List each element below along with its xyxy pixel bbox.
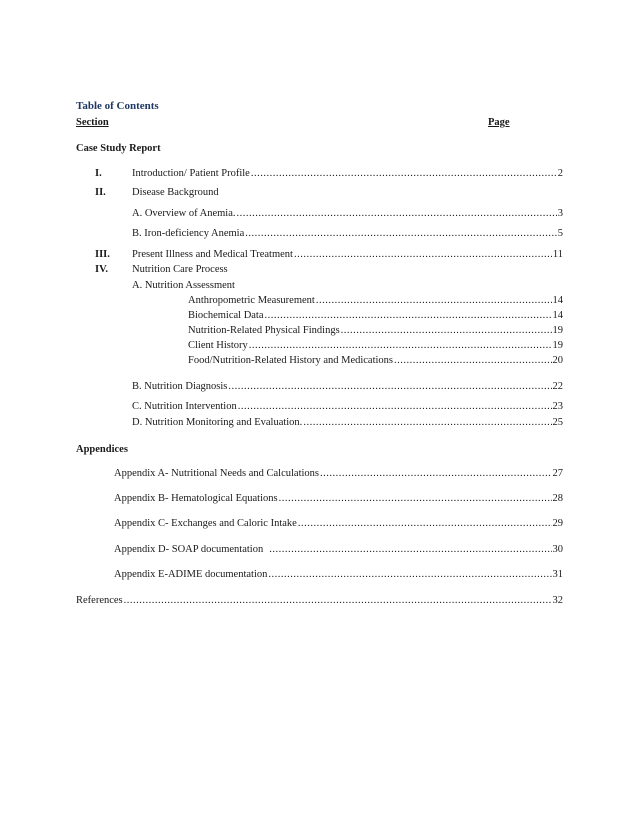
- dot-leader: [316, 294, 552, 307]
- entry-page: 25: [552, 417, 563, 428]
- toc-entry-iron-deficiency[interactable]: [132, 227, 563, 240]
- entry-label: Client History: [188, 340, 248, 351]
- entry-label: C. Nutrition Intervention: [132, 401, 237, 412]
- entry-page: 11: [552, 249, 563, 260]
- toc-entry-overview-anemia[interactable]: [132, 207, 563, 220]
- dot-leader: [249, 339, 552, 352]
- numeral-iv: IV.: [95, 264, 108, 275]
- entry-page: 14: [552, 295, 563, 306]
- entry-page: 23: [552, 401, 563, 412]
- toc-entry-biochemical[interactable]: [188, 309, 563, 322]
- entry-label: Appendix E-ADIME documentation: [114, 569, 268, 580]
- numeral-i: I.: [95, 168, 102, 179]
- dot-leader: [237, 207, 557, 220]
- entry-page: 14: [552, 310, 563, 321]
- section-column-header: Section: [76, 117, 109, 128]
- entry-page: 32: [552, 595, 563, 606]
- entry-page: 29: [552, 518, 563, 529]
- entry-page: 2: [557, 168, 563, 179]
- entry-page: 20: [552, 355, 563, 366]
- toc-entry-nutrition-assessment[interactable]: A. Nutrition Assessment: [132, 280, 235, 291]
- entry-label: Introduction/ Patient Profile: [132, 168, 250, 179]
- entry-label: Appendix C- Exchanges and Caloric Intake: [114, 518, 297, 529]
- case-study-heading: Case Study Report: [76, 143, 161, 154]
- dot-leader: [341, 324, 552, 337]
- dot-leader: [279, 492, 552, 505]
- dot-leader: [298, 517, 552, 530]
- toc-entry-nutrition-diagnosis[interactable]: [132, 380, 563, 393]
- entry-label: Appendix B- Hematological Equations: [114, 493, 278, 504]
- entry-label: Biochemical Data: [188, 310, 264, 321]
- entry-label: B. Iron-deficiency Anemia: [132, 228, 245, 239]
- entry-label: Present Illness and Medical Treatment: [132, 249, 293, 260]
- dot-leader: [394, 354, 551, 367]
- dot-leader: [124, 594, 552, 607]
- toc-entry-food-history[interactable]: [188, 354, 563, 367]
- numeral-iii: III.: [95, 249, 110, 260]
- entry-page: 19: [552, 340, 563, 351]
- toc-entry-present-illness[interactable]: [132, 248, 563, 261]
- toc-entry-nutrition-intervention[interactable]: [132, 400, 563, 413]
- entry-label: D. Nutrition Monitoring and Evaluation.: [132, 417, 303, 428]
- entry-label: Anthropometric Measurement: [188, 295, 315, 306]
- entry-page: 22: [552, 381, 563, 392]
- entry-label: Appendix D- SOAP documentation: [114, 544, 264, 555]
- dot-leader: [320, 467, 551, 480]
- toc-entry-appendix-e[interactable]: [114, 568, 563, 581]
- toc-entry-appendix-a[interactable]: [114, 467, 563, 480]
- dot-leader: [238, 400, 552, 413]
- toc-entry-anthropometric[interactable]: [188, 294, 563, 307]
- toc-entry-monitoring[interactable]: [132, 416, 563, 429]
- entry-page: 27: [552, 468, 563, 479]
- toc-entry-introduction[interactable]: [132, 167, 563, 180]
- dot-leader: [294, 248, 552, 261]
- numeral-ii: II.: [95, 187, 106, 198]
- entry-label: References: [76, 595, 123, 606]
- dot-leader: [265, 309, 552, 322]
- toc-entry-physical-findings[interactable]: [188, 324, 563, 337]
- entry-page: 3: [557, 208, 563, 219]
- toc-title: Table of Contents: [76, 100, 159, 112]
- toc-entry-disease-background[interactable]: Disease Background: [132, 187, 219, 198]
- toc-entry-nutrition-care-process[interactable]: Nutrition Care Process: [132, 264, 228, 275]
- entry-label: Nutrition-Related Physical Findings: [188, 325, 340, 336]
- dot-leader: [268, 568, 551, 581]
- dot-leader: [303, 416, 551, 429]
- entry-page: 31: [552, 569, 563, 580]
- entry-label: B. Nutrition Diagnosis: [132, 381, 228, 392]
- entry-label: Appendix A- Nutritional Needs and Calculations: [114, 468, 320, 479]
- dot-leader: [245, 227, 557, 240]
- entry-label: A. Overview of Anemia.: [132, 208, 236, 219]
- toc-entry-appendix-d[interactable]: [114, 543, 563, 556]
- dot-leader: [228, 380, 551, 393]
- entry-page: 5: [557, 228, 563, 239]
- appendices-heading: Appendices: [76, 444, 128, 455]
- entry-page: 28: [552, 493, 563, 504]
- toc-entry-client-history[interactable]: [188, 339, 563, 352]
- page-column-header: Page: [488, 117, 510, 128]
- toc-entry-appendix-c[interactable]: [114, 517, 563, 530]
- toc-entry-references[interactable]: [76, 594, 563, 607]
- entry-page: 30: [552, 544, 563, 555]
- dot-leader: [269, 543, 551, 556]
- entry-page: 19: [552, 325, 563, 336]
- toc-entry-appendix-b[interactable]: [114, 492, 563, 505]
- entry-label: Food/Nutrition-Related History and Medications: [188, 355, 394, 366]
- dot-leader: [251, 167, 557, 180]
